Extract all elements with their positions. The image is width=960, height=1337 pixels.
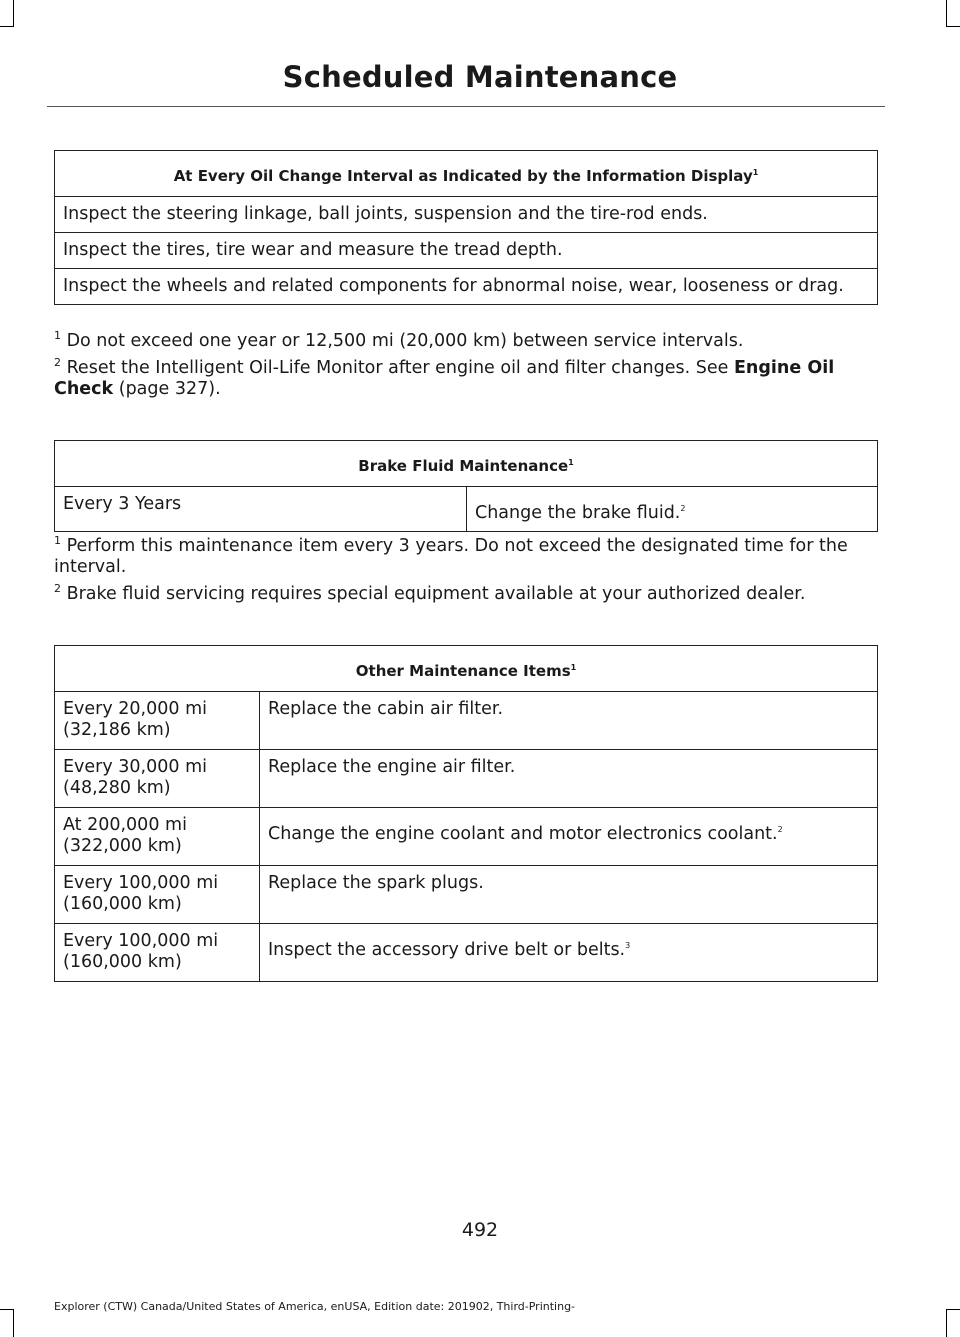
header-divider: [47, 106, 885, 107]
footnote-ref: 1: [568, 458, 574, 467]
table-cell: Inspect the wheels and related components for abnormal noise, wear, looseness or drag.: [55, 269, 878, 305]
interval-miles: Every 20,000 mi: [63, 699, 207, 719]
footnote: [54, 331, 880, 352]
interval-miles: At 200,000 mi: [63, 815, 187, 835]
oil-change-table: [54, 150, 878, 305]
interval-cell: [55, 692, 260, 750]
table-row: [55, 487, 878, 532]
interval-km: (48,280 km): [63, 778, 171, 798]
crop-mark-top-left: [0, 26, 14, 27]
interval-km: (32,186 km): [63, 720, 171, 740]
interval-km: (322,000 km): [63, 836, 182, 856]
action-cell: [467, 487, 878, 532]
table-header-row: [55, 441, 878, 487]
action-cell: [260, 924, 878, 982]
action-cell: [260, 692, 878, 750]
interval-km: (160,000 km): [63, 894, 182, 914]
interval-cell: Every 3 Years: [55, 487, 467, 532]
crop-mark-bottom-left: [0, 1309, 14, 1310]
table-cell: Inspect the tires, tire wear and measure the tread depth.: [55, 233, 878, 269]
table-header: [55, 441, 878, 487]
footnote-num: 1: [54, 329, 61, 343]
table-row: [55, 924, 878, 982]
crop-mark-bottom-right: [946, 1309, 947, 1337]
table-title: Brake Fluid Maintenance: [358, 457, 569, 475]
action-cell: [260, 866, 878, 924]
action-text: Change the brake fluid.: [475, 503, 681, 523]
crop-mark-top-right: [946, 26, 960, 27]
footnote-text: Do not exceed one year or 12,500 mi (20,000 km) between service intervals.: [61, 331, 744, 351]
action-cell: [260, 808, 878, 866]
table-header-row: [55, 151, 878, 197]
interval-cell: [55, 866, 260, 924]
interval-cell: [55, 808, 260, 866]
cross-reference-link[interactable]: Engine Oil Check: [54, 358, 835, 399]
table-header-row: [55, 646, 878, 692]
footnote-ref: 3: [625, 941, 631, 951]
table-row: [55, 233, 878, 269]
footnote-ref: 1: [752, 168, 759, 177]
action-text: Replace the cabin air filter.: [268, 699, 504, 719]
interval-cell: [55, 924, 260, 982]
brake-fluid-table: [54, 440, 878, 532]
footnote-num: 1: [54, 534, 61, 548]
footnote: [54, 536, 880, 578]
interval-miles: Every 30,000 mi: [63, 757, 207, 777]
footnote-text: (page 327).: [113, 379, 221, 399]
table-row: [55, 808, 878, 866]
page-number: 492: [461, 1219, 499, 1241]
crop-mark-bottom-right: [946, 1309, 960, 1310]
footnote-num: 2: [54, 582, 61, 596]
table-row: [55, 866, 878, 924]
action-cell: [260, 750, 878, 808]
action-text: Inspect the accessory drive belt or belts.: [268, 940, 626, 960]
footnote-num: 2: [54, 356, 61, 370]
footnote-ref: 2: [777, 825, 783, 835]
crop-mark-top-left: [13, 0, 14, 27]
table-header: [55, 151, 878, 197]
brake-footnotes: [54, 536, 880, 611]
table-row: [55, 269, 878, 305]
action-text: Replace the engine air filter.: [268, 757, 516, 777]
interval-miles: Every 100,000 mi: [63, 873, 219, 893]
table-row: [55, 197, 878, 233]
footnote: [54, 584, 880, 605]
oil-footnotes: [54, 331, 880, 406]
table-row: [55, 750, 878, 808]
footnote-text: Perform this maintenance item every 3 years. Do not exceed the designated time for the interval.: [54, 536, 848, 577]
footnote-text: Brake fluid servicing requires special equipment available at your authorized dealer.: [61, 584, 806, 604]
other-maintenance-table: [54, 645, 878, 982]
table-title: Other Maintenance Items: [355, 662, 571, 680]
crop-mark-bottom-left: [13, 1309, 14, 1337]
interval-cell: [55, 750, 260, 808]
interval-km: (160,000 km): [63, 952, 182, 972]
table-header: [55, 646, 878, 692]
table-title: At Every Oil Change Interval as Indicated by the Information Display: [173, 167, 753, 185]
table-row: [55, 692, 878, 750]
action-text: Change the engine coolant and motor electronics coolant.: [268, 824, 778, 844]
interval-miles: Every 100,000 mi: [63, 931, 219, 951]
crop-mark-top-right: [946, 0, 947, 27]
footnote-ref: 2: [680, 504, 686, 514]
footnote-text: Reset the Intelligent Oil-Life Monitor after engine oil and filter changes. See: [61, 358, 734, 378]
table-cell: Inspect the steering linkage, ball joints, suspension and the tire-rod ends.: [55, 197, 878, 233]
edition-footer: Explorer (CTW) Canada/United States of America, enUSA, Edition date: 201902, Third-Printing-: [54, 1300, 576, 1313]
footnote: [54, 358, 880, 400]
page-title: Scheduled Maintenance: [282, 60, 678, 94]
action-text: Replace the spark plugs.: [268, 873, 484, 893]
footnote-ref: 1: [570, 663, 577, 672]
